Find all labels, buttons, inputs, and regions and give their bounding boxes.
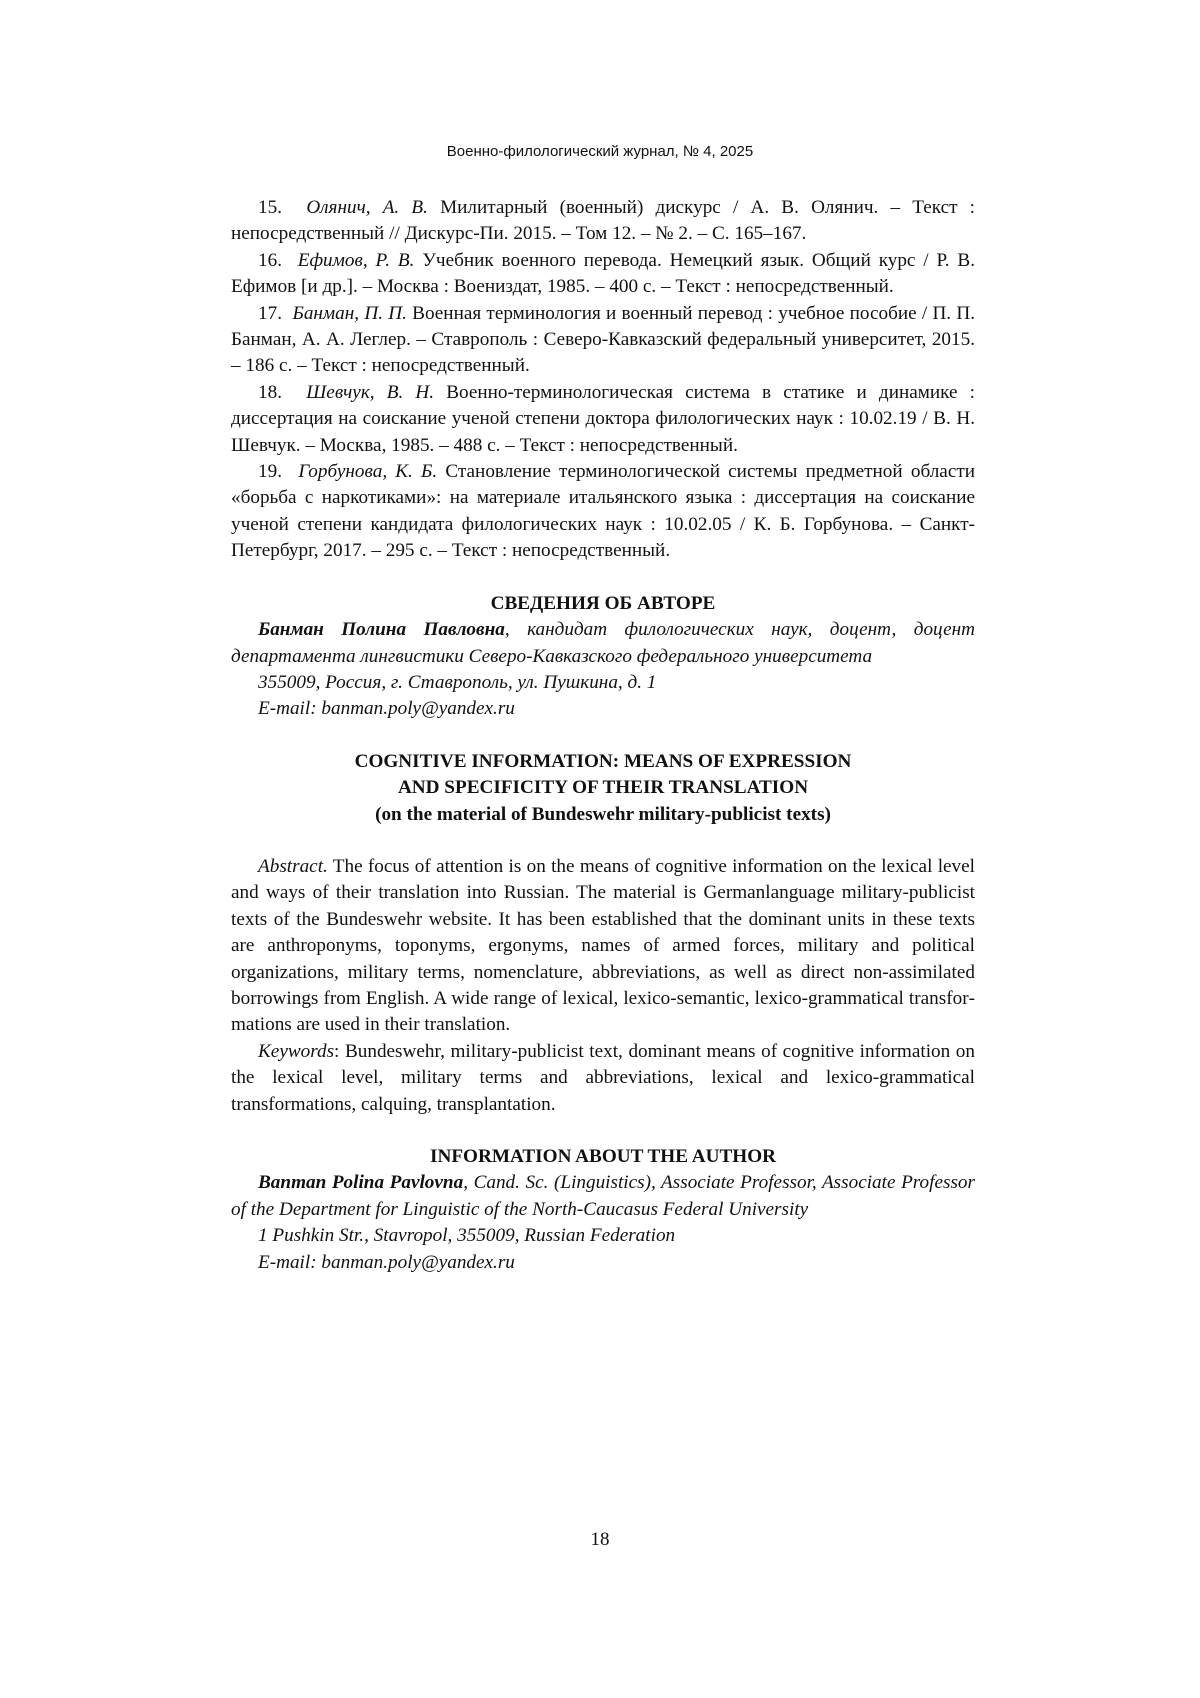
reference-number: 19. (258, 461, 282, 483)
reference-item (231, 301, 975, 380)
reference-text: Учебник военного перевода. Немецкий язык. Общий курс / Р. В. Ефимов [и др.]. – Москва : Воениздат, 1985. – 400 с. – Текст : непосредственный. (231, 249, 976, 298)
author-ru-address: 355009, Россия, г. Ставрополь, ул. Пушкина, д. 1 (258, 671, 657, 693)
abstract-section (231, 854, 975, 1118)
reference-author: Шевчук, В. Н. (306, 381, 435, 403)
keywords-label: Keywords (258, 1040, 335, 1062)
english-title-line-2: AND SPECIFICITY OF THEIR TRANSLATION (397, 777, 809, 799)
author-ru-paragraph (231, 617, 975, 670)
reference-author: Банман, П. П. (292, 302, 407, 324)
reference-text: Военно-терминологическая система в статике и динамике : диссертация на соискание ученой степени доктора филологических наук : 10.02.19 / В. Н. Шевчук. – Москва, 1985. – 488 с. – Текст : непосредственный. (231, 381, 976, 456)
abstract-text: The focus of attention is on the means of cognitive information on the lexical level and ways of their translation into Russian. The material is Germanlanguage military-publicist texts of the Bundeswehr website. It has been established that the dominant units in these texts are anthroponyms, toponyms, ergonyms, names of armed forces, military and political organizations, military terms, nomenclature, abbreviations, as well as direct non-assimilated borrowings from English. A wide range of lexical, lexico-semantic, lexico-grammatical transformations are used in their translation. (231, 855, 975, 1036)
reference-author: Олянич, А. В. (306, 197, 428, 218)
english-title-line-1: COGNITIVE INFORMATION: MEANS OF EXPRESSION (354, 750, 852, 772)
reference-text: Военная терминология и военный перевод : учебное пособие / П. П. Банман, А. А. Леглер. – Ставрополь : Северо-Кавказский федеральный университет, 2015. – 186 с. – Текст : непосредственный. (231, 302, 976, 377)
keywords-paragraph (231, 1039, 975, 1118)
reference-item (231, 380, 975, 459)
english-article-title (231, 749, 975, 828)
reference-number: 17. (258, 302, 282, 324)
reference-text: Милитарный (военный) дискурс / А. В. Олянич. – Текст : непосредственный // Дискурс-Пи. 2015. – Том 12. – № 2. – С. 165–167. (231, 197, 975, 245)
author-ru-email: E-mail: banman.poly@yandex.ru (258, 698, 515, 720)
reference-number: 18. (258, 381, 282, 403)
author-ru-description: , кандидат филологических наук, доцент, доцент департамента лингвистики Северо-Кавказского федерального университета (231, 619, 976, 667)
abstract-label: Abstract. (258, 855, 328, 877)
author-ru-name: Банман Полина Павловна (258, 619, 505, 641)
reference-author: Ефимов, Р. В. (297, 249, 415, 271)
reference-item (231, 459, 975, 565)
reference-item (231, 195, 975, 248)
author-info-en-heading: INFORMATION ABOUT THE AUTHOR (430, 1146, 776, 1167)
abstract-paragraph (231, 854, 975, 1039)
author-en-address: 1 Pushkin Str., Stavropol, 355009, Russian Federation (258, 1225, 676, 1247)
running-header: Военно-филологический журнал, № 4, 2025 (446, 143, 754, 160)
reference-number: 15. (258, 197, 282, 218)
reference-author: Горбунова, К. Б. (298, 461, 438, 483)
english-title-line-3: (on the material of Bundeswehr military-publicist texts) (375, 803, 831, 825)
reference-number: 16. (258, 249, 282, 271)
author-en-name: Banman Polina Pavlovna (258, 1172, 464, 1194)
reference-list (231, 195, 975, 565)
page-body (231, 195, 975, 1276)
author-en-email: E-mail: banman.poly@yandex.ru (258, 1251, 515, 1273)
reference-item (231, 248, 975, 301)
keywords-text: : Bundeswehr, military-publicist text, dominant means of cognitive information on the lexical level, military terms and abbreviations, lexical and lexico-grammatical transformations, calquing, transplantation. (231, 1040, 975, 1115)
author-info-ru-heading: СВЕДЕНИЯ ОБ АВТОРЕ (490, 592, 716, 614)
reference-text: Становление терминологической системы предметной области «борьба с наркотиками»: на материале итальянского языка : диссертация на соискание ученой степени кандидата филологических наук : 10.02.05 / К. Б. Горбунова. – Санкт-Петербург, 2017. – 295 с. – Текст : непосредственный. (231, 461, 975, 562)
author-en-paragraph (231, 1170, 975, 1223)
author-info-en (231, 1144, 975, 1276)
page-number: 18 (590, 1529, 610, 1550)
author-en-description: , Cand. Sc. (Linguistics), Associate Professor, Associate Professor of the Department for Linguistic of the North-Caucasus Federal University (231, 1172, 975, 1220)
author-info-ru (231, 591, 975, 723)
